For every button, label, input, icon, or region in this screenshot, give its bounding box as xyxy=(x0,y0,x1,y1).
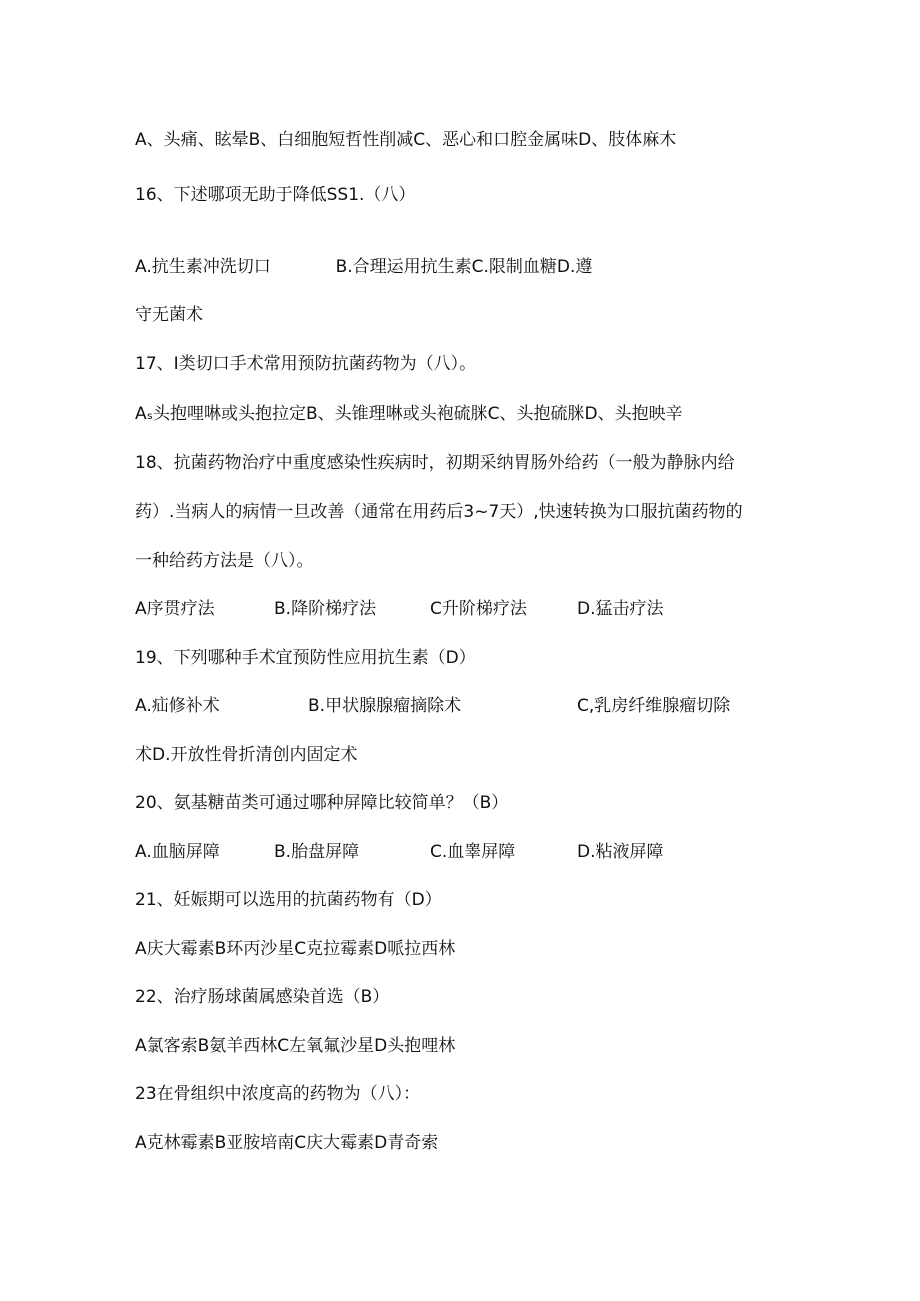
q15-options-line: A、头痛、眩晕B、白细胞短哲性削减C、恶心和口腔金属味D、肢体麻木 xyxy=(135,130,677,150)
q19-option-a: A.疝修补术 xyxy=(135,696,220,716)
q18-option-d: D.猛击疗法 xyxy=(577,599,664,619)
q23-options-line: A克林霉素B亚胺培南C庆大霉素D青奇索 xyxy=(135,1133,439,1153)
q19-question: 19、下列哪种手术宜预防性应用抗生素（D） xyxy=(135,648,476,668)
q23-question: 23在骨组织中浓度高的药物为（八）： xyxy=(135,1084,421,1104)
q18-option-a: A序贯疗法 xyxy=(135,599,215,619)
q20-option-b: B.胎盘屏障 xyxy=(274,842,360,862)
q18-question-line-2: 药）.当病人的病情一旦改善（通常在用药后3~7天）,快速转换为口服抗菌药物的 xyxy=(135,502,743,522)
q22-options-line: A氯客索B氨羊西林C左氧氟沙星D头抱哩林 xyxy=(135,1036,456,1056)
q21-question: 21、妊娠期可以选用的抗菌药物有（D） xyxy=(135,890,442,910)
q20-option-c: C.血睾屏障 xyxy=(430,842,516,862)
q16-options-line-1: A.抗生素冲洗切口 B.合理运用抗生素C.限制血糖D.遵 xyxy=(135,257,593,277)
q19-options-continued: 术D.开放性骨折清创内固定术 xyxy=(135,745,358,765)
q20-option-d: D.粘液屏障 xyxy=(577,842,664,862)
q21-options-line: A庆大霉素B环丙沙星C克拉霉素D哌拉西林 xyxy=(135,939,456,959)
q22-question: 22、治疗肠球菌属感染首选（B） xyxy=(135,987,390,1007)
q18-option-c: C升阶梯疗法 xyxy=(430,599,527,619)
q18-question-line-3: 一种给药方法是（八）。 xyxy=(135,551,314,571)
q16-question: 16、下述哪项无助于降低SS1.（八） xyxy=(135,185,416,205)
q16-options-line-2: 守无菌术 xyxy=(135,305,203,325)
q20-question: 20、氨基糖苗类可通过哪种屏障比较简单？（B） xyxy=(135,793,509,813)
q17-question: 17、I类切口手术常用预防抗菌药物为（八）。 xyxy=(135,354,477,374)
q18-option-b: B.降阶梯疗法 xyxy=(274,599,377,619)
q20-option-a: A.血脑屏障 xyxy=(135,842,220,862)
q19-option-c: C,乳房纤维腺瘤切除 xyxy=(577,696,731,716)
q19-option-b: B.甲状腺腺瘤摘除术 xyxy=(308,696,462,716)
q18-question-line-1: 18、抗菌药物治疗中重度感染性疾病时，初期采纳胃肠外给药（一般为静脉内给 xyxy=(135,453,735,473)
q17-options-line: Aₛ头抱哩啉或头抱拉定B、头锥理啉或头袍硫脒C、头抱硫脒D、头抱映辛 xyxy=(135,404,683,424)
